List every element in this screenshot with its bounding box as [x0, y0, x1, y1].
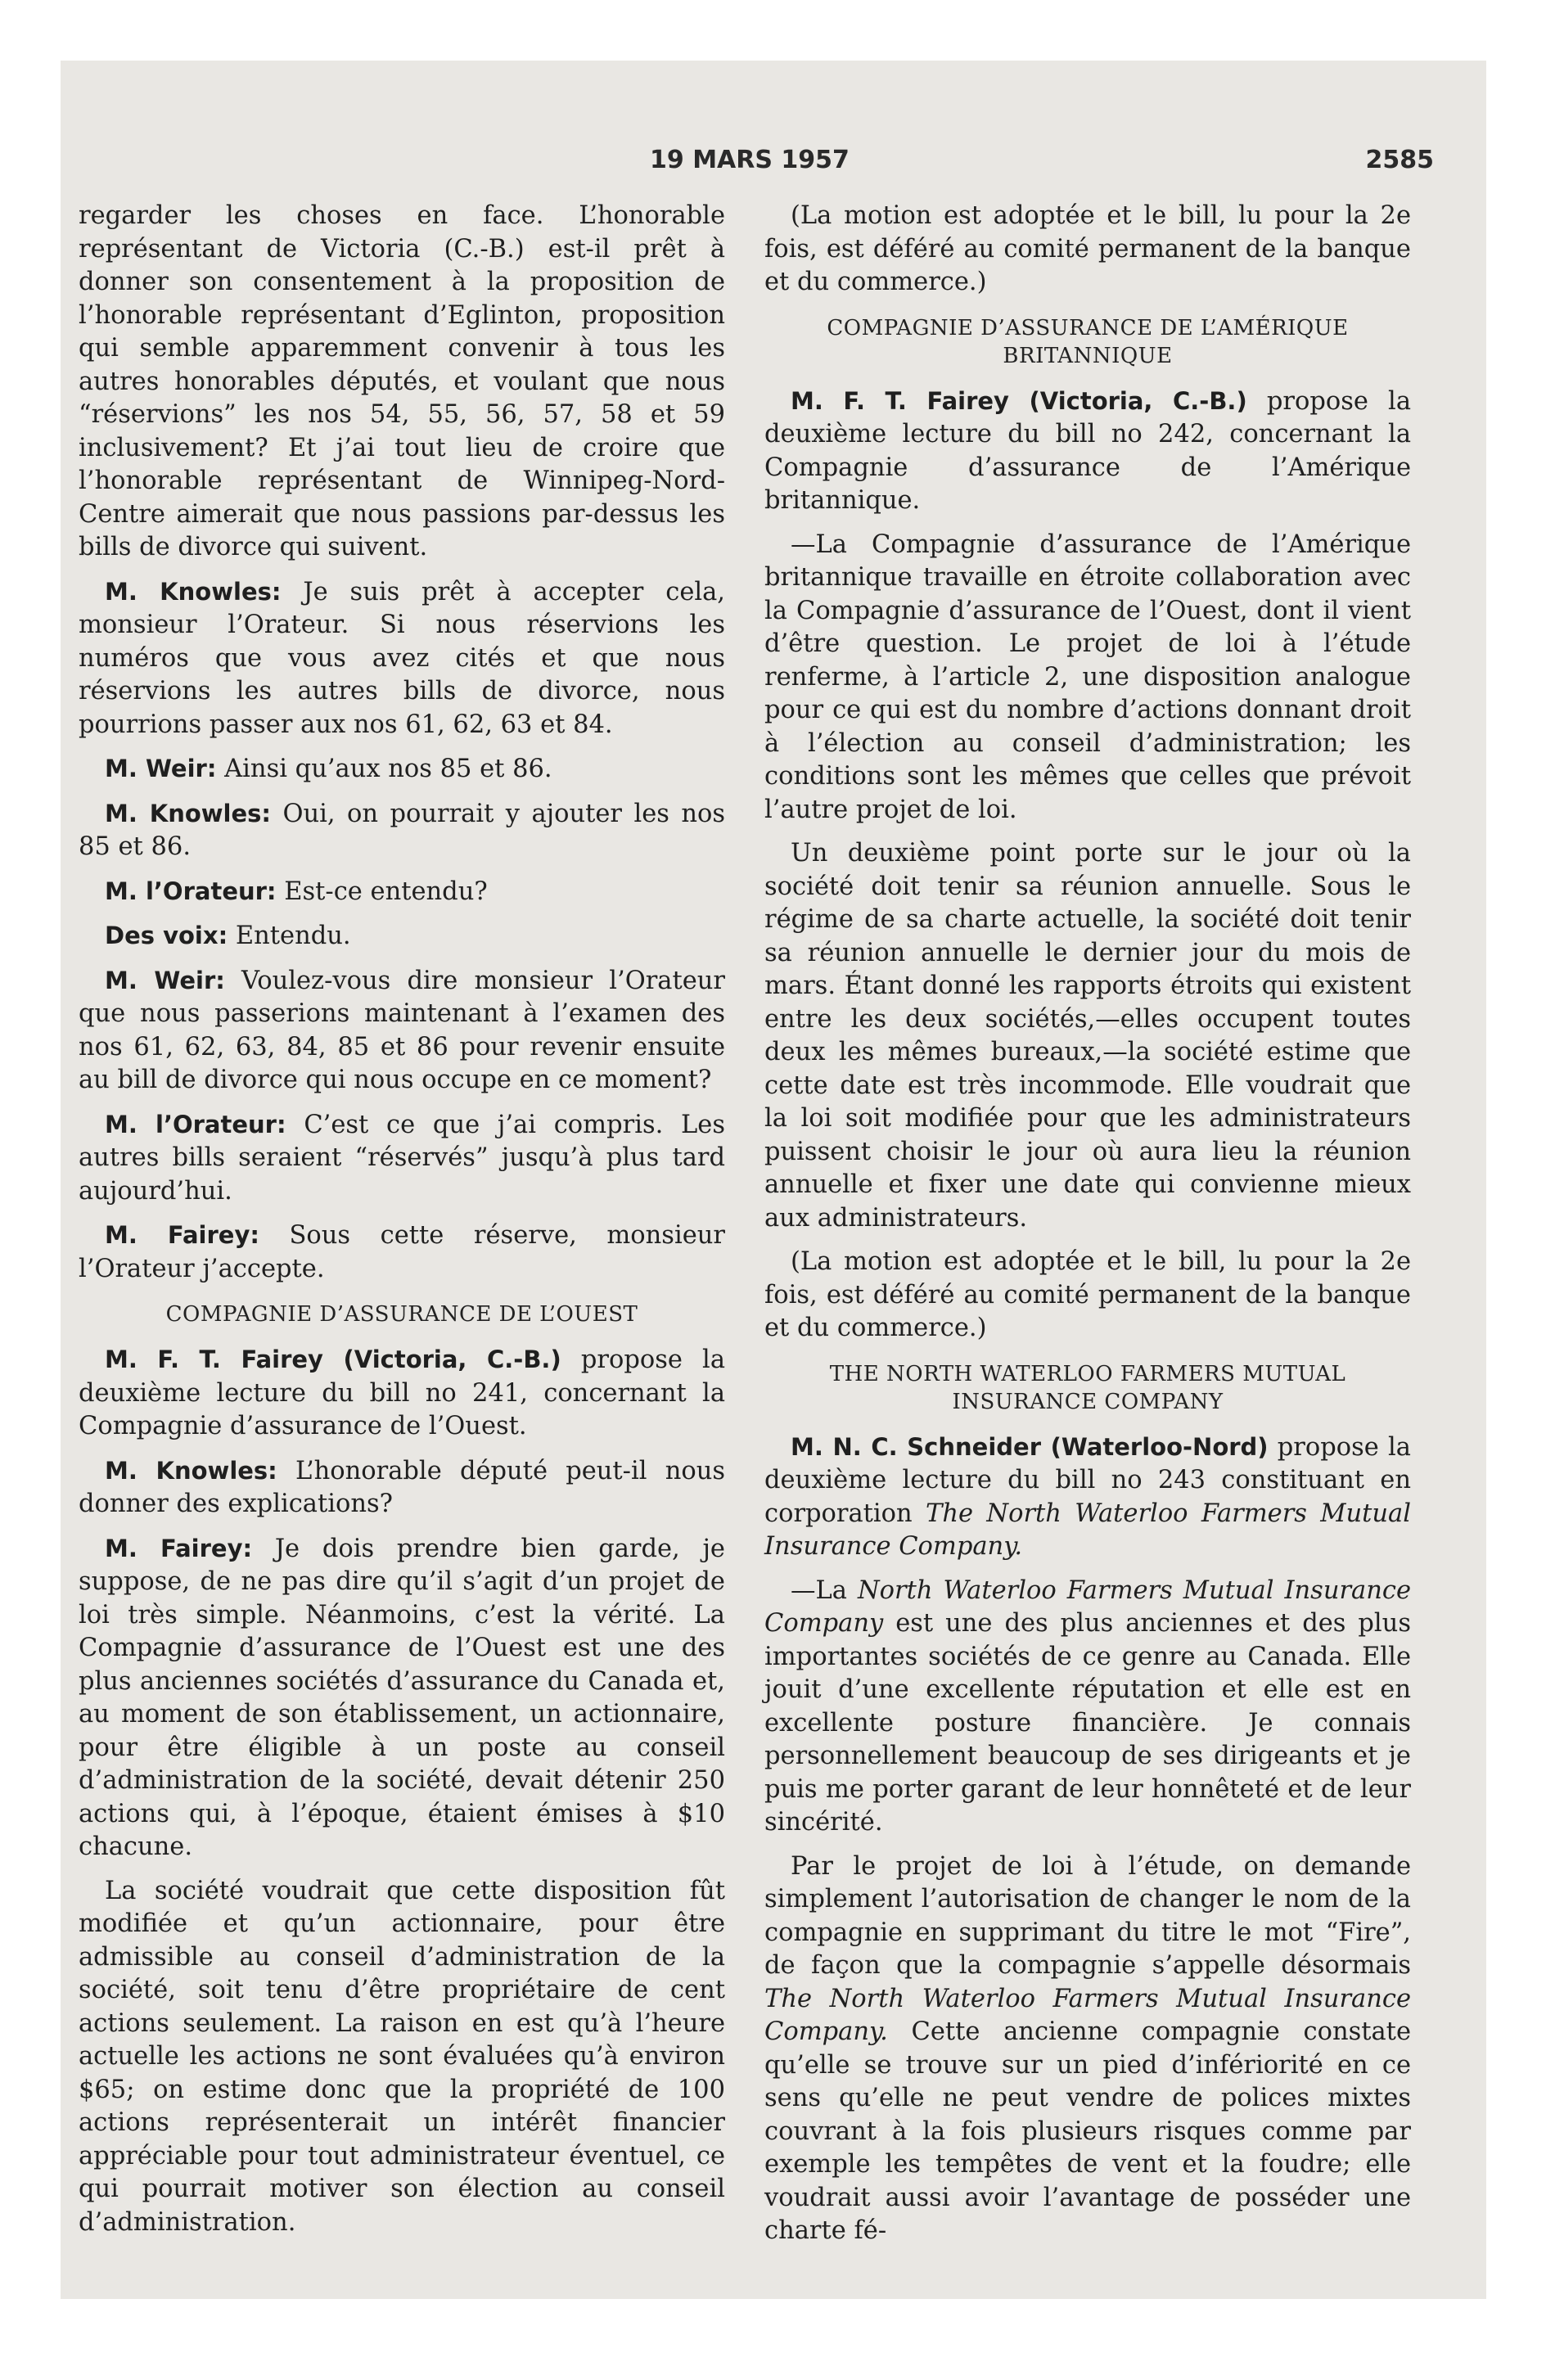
speaker-name: M. Knowles: — [105, 577, 282, 606]
speech-text: Je suis prêt à accepter cela, monsieur l’Orateur. Si nous réservions les numéros que vous avez cités et que nous réservions les autres bills de divorce, nous pourrions passer aux nos 61, 62, 63 et 84. — [79, 577, 726, 739]
speech-text: est une des plus anciennes et des plus importantes sociétés de ce genre au Canada. Elle jouit d’une excellente réputation et elle est en excellente posture financière. Je connais personnellement beaucoup de ses dirigeants et je puis me porter garant de leur honnêteté et de leur sincérité. — [764, 1609, 1411, 1837]
paragraph: (La motion est adoptée et le bill, lu pour la 2e fois, est déféré au comité permanent de la banque et du commerce.) — [764, 1247, 1411, 1342]
paragraph — [79, 575, 725, 742]
speech-text: Oui, on pourrait y ajouter les nos 85 et 86. — [79, 799, 725, 861]
paragraph: regarder les choses en face. L’honorable représentant de Victoria (C.-B.) est-il prêt à donner son consentement à la proposition de l’honorable représentant d’Eglinton, proposition qui semble apparemment convenir à tous les autres honorables députés, et voulant que nous “réservions” les nos 54, 55, 56, 57, 58 et 59 inclusivement? Et j’ai tout lieu de croire que l’honorable représentant de Winnipeg-Nord-Centre aimerait que nous passions par-dessus les bills de divorce qui suivent. — [79, 201, 725, 561]
speech-text: Voulez-vous dire monsieur l’Orateur que nous passerions maintenant à l’examen des nos 61, 62, 63, 84, 85 et 86 pour revenir ensuite au bill de divorce qui nous occupe en ce moment? — [79, 966, 725, 1094]
paragraph — [764, 385, 1411, 518]
speech-text: propose la deuxième lecture du bill no 241, concernant la Compagnie d’assurance de l’Ouest. — [79, 1346, 725, 1440]
paragraph — [764, 1431, 1411, 1564]
speech-text: L’honorable député peut-il nous donner des explications? — [79, 1456, 725, 1518]
speaker-name: M. Weir: — [105, 755, 217, 782]
speech-text: propose la deuxième lecture du bill no 242, concernant la Compagnie d’assurance de l’Amérique britannique. — [764, 386, 1411, 515]
speech-text: Entendu. — [235, 922, 351, 950]
speaker-name: M. Knowles: — [105, 799, 272, 827]
paragraph — [79, 964, 725, 1098]
paragraph — [79, 752, 725, 787]
speaker-name: M. Fairey: — [105, 1534, 253, 1562]
paragraph: Un deuxième point porte sur le jour où la société doit tenir sa réunion annuelle. Sous le régime de sa charte actuelle, la société doit tenir sa réunion annuelle le dernier jour du mois de mars. Étant donné les rapports étroits qui existent entre les deux sociétés,—elles occupent toutes deux les mêmes bureaux,—la société estime que cette date est très incommode. Elle voudrait que la loi soit modifiée pour que les administrateurs puissent choisir le jour où aura lieu la réunion annuelle et fixer une date qui convienne mieux aux administrateurs. — [764, 839, 1411, 1233]
scanned-page — [61, 61, 1486, 2299]
speaker-name: M. F. T. Fairey (Victoria, C.-B.) — [791, 386, 1247, 415]
speech-text: Ainsi qu’aux nos 85 et 86. — [224, 755, 552, 783]
paragraph — [79, 875, 725, 909]
paragraph — [764, 1575, 1411, 1840]
speech-text: Sous cette réserve, monsieur l’Orateur j’accepte. — [79, 1221, 725, 1283]
speaker-name: M. N. C. Schneider (Waterloo-Nord) — [791, 1432, 1269, 1461]
paragraph — [79, 1219, 725, 1286]
speaker-name: M. Knowles: — [105, 1456, 277, 1485]
left-column — [79, 200, 725, 2250]
right-column — [764, 200, 1411, 2259]
page-number: 2585 — [1365, 146, 1434, 174]
paragraph — [79, 797, 725, 864]
speaker-name: Des voix: — [105, 922, 228, 949]
paragraph — [764, 1850, 1411, 2248]
paragraph: La société voudrait que cette disposition fût modifiée et qu’un actionnaire, pour être admissible au conseil d’administration de la société, soit tenu d’être propriétaire de cent actions seulement. La raison en est qu’à l’heure actuelle les actions ne sont évaluées qu’à environ $65; on estime donc que la propriété de 100 actions représenterait un intérêt financier appréciable pour tout administrateur éventuel, ce qui pourrait motiver son élection au conseil d’administration. — [79, 1876, 725, 2237]
paragraph: —La Compagnie d’assurance de l’Amérique britannique travaille en étroite collaboration avec la Compagnie d’assurance de l’Ouest, dont il vient d’être question. Le projet de loi à l’étude renferme, à l’article 2, une disposition analogue pour ce qui est du nombre d’actions donnant droit à l’élection au conseil d’administration; les conditions sont les mêmes que celles que prévoit l’autre projet de loi. — [764, 530, 1411, 824]
speech-text: Je dois prendre bien garde, je suppose, de ne pas dire qu’il s’agit d’un projet de loi très simple. Néanmoins, c’est la vérité. La Compagnie d’assurance de l’Ouest est une des plus anciennes sociétés d’assurance du Canada et, au moment de son établissement, un actionnaire, pour être éligible à un poste au conseil d’administration de la société, devait détenir 250 actions qui, à l’époque, étaient émises à $10 chacune. — [79, 1534, 725, 1861]
company-name: North Waterloo Farmers Mutual Insurance Company — [764, 1575, 1411, 1638]
speaker-name: M. l’Orateur: — [105, 877, 277, 905]
paragraph — [79, 1454, 725, 1521]
company-name: The North Waterloo Farmers Mutual Insurance Company. — [764, 1984, 1411, 2046]
speaker-name: M. F. T. Fairey (Victoria, C.-B.) — [105, 1346, 561, 1373]
speech-text: propose la deuxième lecture du bill no 243 constituant en corporation — [764, 1432, 1411, 1528]
paragraph — [79, 919, 725, 953]
section-heading: THE NORTH WATERLOO FARMERS MUTUAL INSURANCE COMPANY — [829, 1361, 1346, 1414]
paragraph — [79, 1343, 725, 1444]
section-heading: COMPAGNIE D’ASSURANCE DE L’OUEST — [165, 1302, 638, 1327]
speaker-name: M. Fairey: — [105, 1221, 259, 1249]
company-name: The North Waterloo Farmers Mutual Insurance Company. — [764, 1499, 1411, 1561]
speaker-name: M. Weir: — [105, 966, 225, 994]
section-heading: COMPAGNIE D’ASSURANCE DE L’AMÉRIQUE BRITANNIQUE — [827, 315, 1349, 368]
header-date: 19 MARS 1957 — [650, 146, 850, 174]
speaker-name: M. l’Orateur: — [105, 1110, 286, 1138]
speech-text: Par le projet de loi à l’étude, on demande simplement l’autorisation de changer le nom de la compagnie en supprimant du titre le mot “Fire”, de façon que la compagnie s’appelle désormais — [764, 1851, 1411, 1980]
paragraph: (La motion est adoptée et le bill, lu pour la 2e fois, est déféré au comité permanent de la banque et du commerce.) — [764, 201, 1411, 296]
speech-text: C’est ce que j’ai compris. Les autres bills seraient “réservés” jusqu’à plus tard aujourd’hui. — [79, 1110, 725, 1206]
speech-text: Cette ancienne compagnie constate qu’elle se trouve sur un pied d’infériorité en ce sens qu’elle ne peut vendre de polices mixtes couvrant à la fois plusieurs risques comme par exemple les tempêtes de vent et la foudre; elle voudrait aussi avoir l’avantage de posséder une charte fé- — [764, 2017, 1411, 2245]
paragraph — [79, 1532, 725, 1864]
page-header — [61, 146, 1486, 178]
speech-text: Est-ce entendu? — [284, 877, 488, 906]
speech-text: —La — [791, 1575, 847, 1605]
paragraph — [79, 1108, 725, 1209]
